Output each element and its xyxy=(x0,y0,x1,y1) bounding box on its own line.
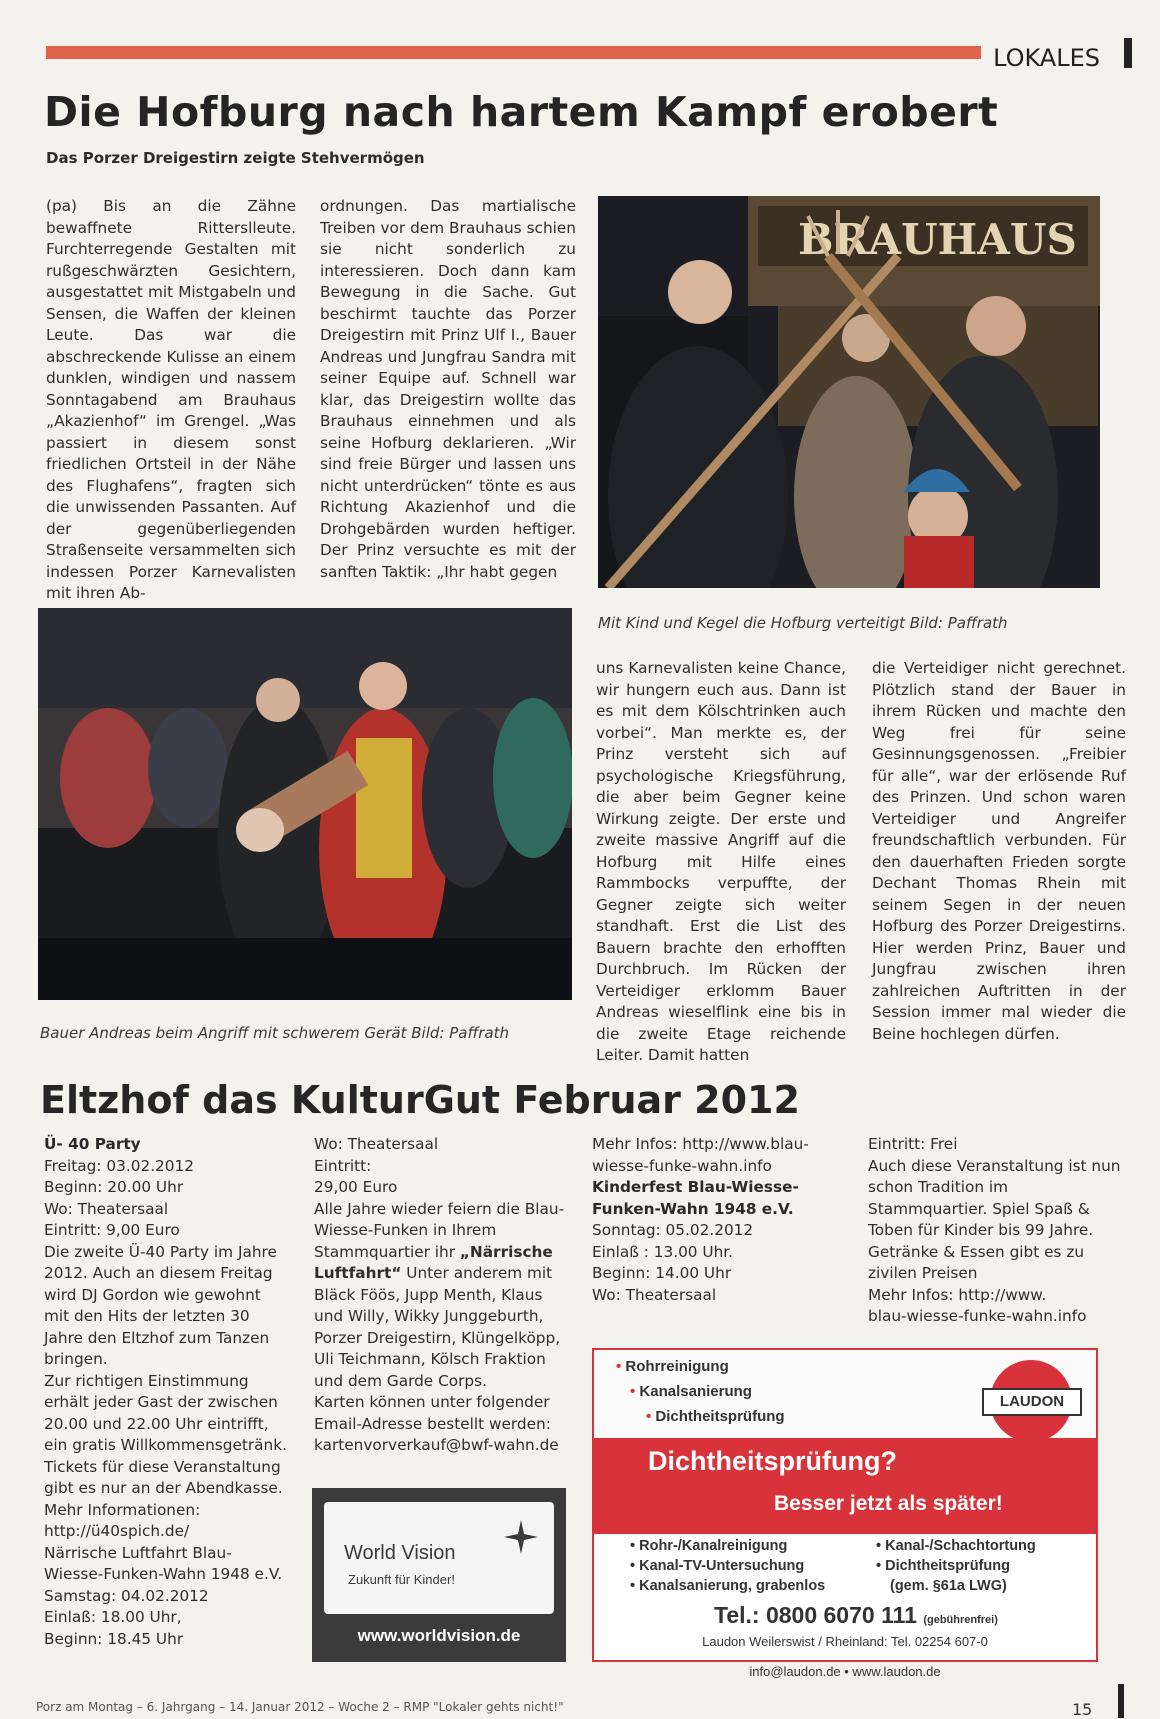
laudon-list-left-3: • Kanalsanierung, grabenlos xyxy=(630,1578,826,1594)
article-column-1: (pa) Bis an die Zähne bewaffnete Ritterslleute. Furchterregende Gestalten mit rußgeschwärzten Gesichtern, ausgestattet mit Mistgabeln und Sensen, die Waffen der kleinen Leute. Das war die abschreckende Kulisse an einem dunklen, windigen und nassem Sonntagabend am Brauhaus „Akazienhof“ im Grengel. „Was passiert in diesem sonst friedlichen Ortsteil in der Nähe des Flughafens“, fragten sich die unwissenden Passanten. Auf der gegenüberliegenden Straßenseite versammelten sich indessen Porzer Karnevalisten mit ihren Ab- xyxy=(46,197,296,602)
events-column-3 xyxy=(592,1134,842,1306)
event-body-kinderfest-2: Eintritt: Frei Auch diese Veranstaltung ist nun schon Tradition im Stammquartier. Spiel Spaß & Toben für Kinder bis 99 Jahre. Getränke & Essen gibt es zu zivilen Preisen Mehr Infos: http://www. blau-wiesse-funke-wahn.info xyxy=(868,1135,1121,1325)
page-footer: Porz am Montag – 6. Jahrgang – 14. Januar 2012 – Woche 2 – RMP "Lokaler gehts nicht!" xyxy=(36,1700,564,1714)
laudon-list-left-2: • Kanal-TV-Untersuchung xyxy=(630,1558,805,1574)
laudon-list-right-2: • Dichtheitsprüfung xyxy=(876,1558,1010,1574)
event-luftfahrt-title: „Närrische Luftfahrt“ xyxy=(314,1242,553,1282)
worldvision-name: World Vision xyxy=(344,1542,456,1564)
page-number: 15 xyxy=(1072,1700,1093,1719)
laudon-contact: info@laudon.de • www.laudon.de xyxy=(749,1664,941,1679)
event-luftfahrt-text-a: Wo: Theatersaal Eintritt: 29,00 Euro Alle Jahre wieder feiern die Blau-Wiesse-Funken in Ihrem Stammquartier ihr xyxy=(314,1135,565,1261)
event-title-u40: Ü- 40 Party xyxy=(44,1135,141,1153)
events-column-4 xyxy=(868,1134,1124,1328)
events-column-1 xyxy=(44,1134,290,1650)
section-label: LOKALES xyxy=(993,44,1100,72)
article-column-2: ordnungen. Das martialische Treiben vor dem Brauhaus schien sie nicht sonderlich zu interessieren. Doch dann kam Bewegung in die Sache. Gut beschirmt tauchte das Porzer Dreigestirn mit Prinz Ulf I., Bauer Andreas und Jungfrau Sandra mit seiner Equipe auf. Schnell war klar, das Dreigestirn wollte das Brauhaus einnehmen und als seine Hofburg deklarieren. „Wir sind freie Bürger und lassen uns nicht unterdrücken“ tönte es aus Richtung Akazienhof und die Drohgebärden wurden heftiger. Der Prinz versuchte es mit der sanften Taktik: „Ihr habt gegen xyxy=(320,197,576,581)
section-bar xyxy=(1124,38,1132,68)
laudon-address: Laudon Weilerswist / Rheinland: Tel. 02254 607-0 xyxy=(702,1634,988,1649)
events-headline: Eltzhof das KulturGut Februar 2012 xyxy=(40,1078,800,1122)
photo-bauer-andreas-attack xyxy=(38,608,572,1000)
event-luftfahrt-text-b: Unter anderem mit Bläck Föös, Jupp Menth, Klaus und Willy, Wikky Junggeburth, Porzer Dreigestirn, Klüngelköpp, Uli Teichmann, Kölsch Fraktion und dem Garde Corps. Karten können unter folgender Email-Adresse bestellt werden: kartenvorverkauf@bwf-wahn.de xyxy=(314,1264,561,1454)
photo-hofburg-defenders xyxy=(598,196,1100,588)
laudon-list-left-1: • Rohr-/Kanalreinigung xyxy=(630,1538,788,1554)
event-body-u40: Freitag: 03.02.2012 Beginn: 20.00 Uhr Wo: Theatersaal Eintritt: 9,00 Euro Die zweite Ü-40 Party im Jahre 2012. Auch an diesem Freitag wird DJ Gordon wie gewohnt mit den Hits der letzten 30 Jahre den Eltzhof zum Tanzen bringen. Zur richtigen Einstimmung erhält jeder Gast der zwischen 20.00 und 22.00 Uhr eintrifft, ein gratis Willkommensgetränk. Tickets für diese Veranstaltung gibt es nur an der Abendkasse. Mehr Informationen: http://ü40spich.de/ Närrische Luftfahrt Blau-Wiesse-Funken-Wahn 1948 e.V. Samstag: 04.02.2012 Einlaß: 18.00 Uhr, Beginn: 18.45 Uhr xyxy=(44,1156,287,1648)
laudon-logo-text: LAUDON xyxy=(982,1388,1082,1416)
page-bar xyxy=(1118,1684,1124,1718)
brauhaus-sign: BRAUHAUS xyxy=(798,215,1077,264)
laudon-list-right-3: (gem. §61a LWG) xyxy=(890,1578,1007,1594)
worldvision-star-icon xyxy=(504,1520,538,1554)
caption-photo-2: Bauer Andreas beim Angriff mit schwerem Gerät Bild: Paffrath xyxy=(40,1024,510,1042)
event-more-info: Mehr Infos: http://www.blau-wiesse-funke-wahn.info xyxy=(592,1135,809,1175)
header-rule xyxy=(46,46,981,59)
caption-photo-1: Mit Kind und Kegel die Hofburg verteitigt Bild: Paffrath xyxy=(598,614,1008,632)
article-column-3: uns Karnevalisten keine Chance, wir hungern euch aus. Dann ist es mit dem Kölschtrinken auch vorbei“. Man merkte es, der Prinz versteht sich auf psychologische Kriegsführung, die aber beim Gegner keine Wirkung zeigte. Der erste und zweite massive Angriff auf die Hofburg mit Hilfe eines Rammbocks verpuffte, der Gegner zeigte sich weiter standhaft. Erst die List des Bauern brachte den erhofften Durchbruch. Im Rücken der Verteidiger erklomm Bauer Andreas wieselflink eine bis in die zweite Etage reichende Leiter. Damit hatten xyxy=(596,659,846,1064)
laudon-phone: Tel.: 0800 6070 111 (gebührenfrei) xyxy=(714,1602,998,1628)
event-body-kinderfest: Sonntag: 05.02.2012 Einlaß : 13.00 Uhr. Beginn: 14.00 Uhr Wo: Theatersaal xyxy=(592,1221,754,1304)
photo-bauer-andreas-image xyxy=(38,608,572,1000)
ad-laudon xyxy=(592,1348,1098,1662)
ad-worldvision xyxy=(312,1488,566,1662)
worldvision-panel xyxy=(324,1502,554,1614)
laudon-list-right-1: • Kanal-/Schachtortung xyxy=(876,1538,1036,1554)
laudon-band-title: Dichtheitsprüfung? xyxy=(648,1446,897,1476)
article-subhead: Das Porzer Dreigestirn zeigte Stehvermögen xyxy=(46,149,425,167)
events-column-2 xyxy=(314,1134,566,1457)
article-column-4: die Verteidiger nicht gerechnet. Plötzlich stand der Bauer in ihrem Rücken und machte den Weg frei für seine Gesinnungsgenossen. „Freibier für alle“, war der erlösende Ruf des Prinzen. Und schon waren Verteidiger und Angreifer freundschaftlich verbunden. Für den dauerhaften Frieden sorgte Dechant Thomas Rhein mit seinem Segen in der neuen Hofburg des Porzer Dreigestirns. Hier werden Prinz, Bauer und Jungfrau zwischen ihren zahlreichen Auftritten in der Session immer mal wieder die Beine hochlegen dürfen. xyxy=(872,659,1126,1043)
worldvision-tagline: Zukunft für Kinder! xyxy=(348,1572,455,1587)
laudon-bullet-2: • Kanalsanierung xyxy=(630,1383,752,1400)
laudon-bullet-1: • Rohrreinigung xyxy=(616,1358,729,1375)
photo-hofburg-defenders-image xyxy=(598,196,1100,588)
laudon-band-subtitle: Besser jetzt als später! xyxy=(774,1492,1003,1515)
laudon-bullet-3: • Dichtheitsprüfung xyxy=(646,1408,785,1425)
event-title-kinderfest: Kinderfest Blau-Wiesse-Funken-Wahn 1948 e.V. xyxy=(592,1178,799,1218)
worldvision-url: www.worldvision.de xyxy=(357,1626,521,1645)
laudon-logo-icon xyxy=(990,1360,1072,1442)
article-headline: Die Hofburg nach hartem Kampf erobert xyxy=(44,88,999,136)
